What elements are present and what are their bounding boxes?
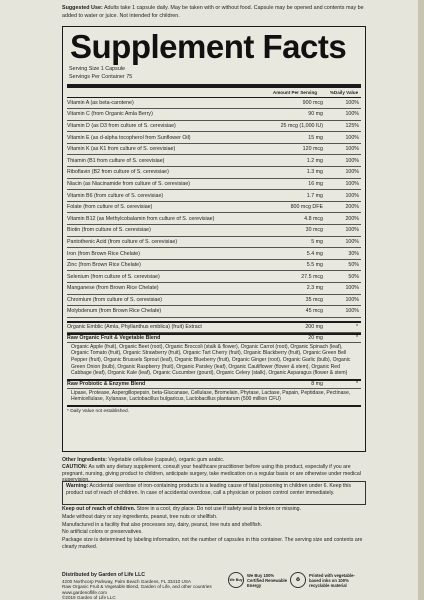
nutrient-dv: 100% [345, 285, 359, 292]
nutrient-amount: 30 mcg [305, 227, 323, 234]
nutrient-amount: 5.5 mg [306, 262, 323, 269]
nutrient-row [67, 306, 361, 318]
nutrient-dv: 100% [345, 169, 359, 176]
nutrient-row [67, 109, 361, 121]
nutrient-row [67, 225, 361, 237]
nutrient-amount: 15 mg [308, 134, 323, 141]
distributor-copyright: ©2019 Garden of Life LLC [62, 595, 116, 600]
emblic-dv: * [355, 324, 358, 331]
nutrient-name: Zinc (from Brown Rice Chelate) [67, 262, 141, 269]
column-header [67, 88, 361, 97]
nutrient-amount: 35 mcg [305, 296, 323, 303]
nutrient-amount: 800 mcg DFE [290, 204, 323, 211]
nutrient-name: Pantothenic Acid (from culture of S. cerevisiae) [67, 238, 178, 245]
fruit-veg-blend-row [67, 333, 361, 342]
nutrient-amount: 1.3 mg [306, 169, 323, 176]
nutrient-row [67, 202, 361, 214]
nutrient-dv: 100% [345, 180, 359, 187]
nutrient-amount: 5.4 mg [306, 250, 323, 257]
nutrient-amount: 4.8 mcg [304, 215, 323, 222]
nutrient-dv: 50% [348, 262, 359, 269]
nutrient-amount: 900 mcg [302, 99, 323, 106]
nutrient-dv: 100% [345, 227, 359, 234]
nutrient-amount: 5 mg [311, 238, 323, 245]
nutrient-row [67, 155, 361, 167]
dv-header: %Daily Value [329, 90, 359, 95]
nutrient-name: Folate (from culture of S. cerevisiae) [67, 204, 153, 211]
distributor-info [62, 572, 212, 600]
amount-header: Amount Per Serving [272, 90, 318, 95]
blend2-name: Raw Probiotic & Enzyme Blend [67, 381, 146, 388]
distributor-label: Distributed by Garden of Life LLC [62, 572, 146, 578]
blend2-dv: * [355, 381, 358, 388]
nutrient-amount: 16 mg [308, 180, 323, 187]
facility-note: Manufactured in a facility that also processes soy, dairy, peanut, tree nuts and shellfish. [62, 521, 262, 528]
blend1-amount: 20 mg [308, 335, 323, 342]
nutrient-name: Vitamin K (as K1 from culture of S. cerevisiae) [67, 146, 176, 153]
nutrient-name: Manganese (from Brown Rice Chelate) [67, 285, 159, 292]
nutrient-row [67, 98, 361, 110]
iron-warning-box [62, 481, 366, 505]
panel-title: Supplement Facts [70, 28, 347, 65]
background-edge [0, 0, 60, 600]
no-artificial: No artificial colors or preservatives. [62, 528, 143, 535]
supplement-facts-panel [62, 26, 366, 452]
nutrient-name: Vitamin A (as beta-carotene) [67, 99, 134, 106]
nutrient-row [67, 144, 361, 156]
nutrient-name: Niacin (as Niacinamide from culture of S. cerevisiae) [67, 180, 191, 187]
emblic-amount: 200 mg [305, 324, 323, 331]
nutrient-dv: 100% [345, 134, 359, 141]
renewable-energy-text: We Buy 100% Certified Renewable Energy [247, 572, 288, 588]
distributor-trademarks: Raw Organic Fruit & Vegetable Blend, Garden of Life, and other countries [62, 584, 212, 590]
distributor-address: 4200 Northcorp Parkway, Palm Beach Gardens, FL 33410 USA [62, 578, 191, 584]
nutrient-row [67, 213, 361, 225]
distributor-web: www.gardenoflife.com [62, 589, 107, 595]
nutrient-name: Selenium (from culture of S. cerevisiae) [67, 273, 160, 280]
nutrient-name: Thiamin (B1 from culture of S. cerevisiae) [67, 157, 165, 164]
probiotic-enzyme-blend-row [67, 379, 361, 388]
nutrient-amount: 1.7 mg [306, 192, 323, 199]
suggested-use-label: Suggested Use: [62, 5, 103, 11]
nutrient-name: Riboflavin (B2 from culture of S. cerevisiae) [67, 169, 169, 176]
nutrient-name: Biotin (from culture of S. cerevisiae) [67, 227, 151, 234]
suggested-use [62, 4, 366, 20]
nutrient-dv: 100% [345, 238, 359, 245]
nutrient-name: Molybdenum (from Brown Rice Chelate) [67, 308, 162, 315]
blend2-amount: 8 mg [311, 381, 323, 388]
nutrient-row [67, 121, 361, 133]
blend1-name: Raw Organic Fruit & Vegetable Blend [67, 335, 161, 342]
keep-out-text: Store in a cool, dry place. Do not use if safety seal is broken or missing. [135, 506, 302, 512]
emblic-row [67, 323, 361, 333]
renewable-energy-icon: We Buy [228, 572, 244, 588]
nutrient-list [67, 98, 361, 318]
recyclable-badge [290, 572, 361, 588]
package-note: Package size is determined by labeling information, not the number of capsules in this container. The serving size and contents are clearly marked. [62, 536, 363, 550]
nutrient-row [67, 260, 361, 272]
nutrient-name: Vitamin E (as d-alpha tocopherol from Sunflower Oil) [67, 134, 191, 141]
nutrient-dv: 100% [345, 192, 359, 199]
nutrient-row [67, 167, 361, 179]
blend2-ingredients: Lipase, Protease, Aspergillopepsin, beta-Glucanase, Cellulase, Bromelain, Phytase, Lactase, Papain, Peptidase, Pectinase, Hemicellulase, Xylanase, Lactobacillus bulgaricus, Lactobacillus plantarum (500 million CFU) [67, 388, 361, 405]
nutrient-name: Iron (from Brown Rice Chelate) [67, 250, 141, 257]
nutrient-row [67, 237, 361, 249]
nutrient-amount: 90 mg [308, 111, 323, 118]
nutrient-dv: 50% [348, 273, 359, 280]
other-ingredients-text: Vegetable cellulose (capsule), organic gum arabic. [106, 457, 225, 463]
nutrient-row [67, 283, 361, 295]
blend1-dv: * [355, 335, 358, 342]
nutrient-dv: 125% [345, 122, 359, 129]
nutrient-dv: 200% [345, 215, 359, 222]
nutrient-amount: 120 mcg [302, 146, 323, 153]
nutrient-amount: 1.2 mg [306, 157, 323, 164]
nutrient-amount: 25 mcg (1,000 IU) [280, 122, 323, 129]
keep-out-label: Keep out of reach of children. [62, 506, 136, 512]
nutrient-row [67, 190, 361, 202]
nutrient-dv: 200% [345, 204, 359, 211]
nutrient-dv: 100% [345, 99, 359, 106]
storage-allergen-info [62, 506, 366, 552]
suggested-use-text: Adults take 1 capsule daily. May be taken with or without food. Capsule may be opened and contents may be added to water or juice. Not intended for children. [62, 5, 364, 19]
caution-label: CAUTION: [62, 463, 88, 470]
nutrient-dv: 100% [345, 157, 359, 164]
nutrient-dv: 100% [345, 308, 359, 315]
nutrient-dv: 100% [345, 111, 359, 118]
recycle-icon: ♻ [290, 572, 306, 588]
nutrient-row [67, 295, 361, 307]
nutrient-name: Vitamin D (as D3 from culture of S. cerevisiae) [67, 122, 176, 129]
renewable-energy-badge [228, 572, 291, 588]
made-without: Made without dairy or soy ingredients, peanut, tree nuts or shellfish. [62, 513, 218, 520]
footnote: * Daily Value not established. [67, 405, 361, 414]
nutrient-amount: 27.5 mcg [301, 273, 323, 280]
nutrient-row [67, 271, 361, 283]
right-edge-shadow [418, 0, 424, 600]
caution-text: As with any dietary supplement, consult your healthcare practitioner before using this product, especially if you are pregnant, nursing, giving product to children, anticipate surgery, take medication on a regular basis or are otherwise under medical supervision. [62, 463, 361, 484]
blend1-ingredients: Organic Apple (fruit), Organic Beet (root), Organic Broccoli (stalk & flower), Organic Carrot (root), Organic Spinach (leaf), Organic Tomato (fruit), Organic Strawberry (fruit), Organic Tart Cherry (fruit), Organic Blackberry (fruit), Organic Green Bell Pepper (fruit), Organic Brussels Sprout (leaf), Organic Blueberry (fruit), Organic Ginger (root), Organic Garlic (bulb), Organic Green Onion (bulb), Organic Raspberry (fruit), Organic Parsley (leaf), Organic Cauliflower (flower & stem), Organic Red Cabbage (leaf), Organic Kale (leaf), Organic Cucumber (gourd), Organic Celery (stalk), Organic Asparagus (flower & stem) [67, 342, 361, 379]
nutrient-name: Vitamin C (from Organic Amla Berry) [67, 111, 153, 118]
nutrient-amount: 45 mcg [305, 308, 323, 315]
servings-per-container: Servings Per Container 75 [69, 74, 133, 80]
nutrient-dv: 100% [345, 296, 359, 303]
nutrient-name: Vitamin B12 (as Methylcobalamin from culture of S. cerevisiae) [67, 215, 215, 222]
nutrient-dv: 30% [348, 250, 359, 257]
recyclable-text: Printed with vegetable-based inks on 100% recyclable material [309, 572, 355, 588]
emblic-name: Organic Emblic (Amla, Phyllanthus emblica) (fruit) Extract [67, 324, 202, 331]
nutrient-name: Vitamin B6 (from culture of S. cerevisiae) [67, 192, 164, 199]
serving-size: Serving Size 1 Capsule [69, 66, 126, 72]
nutrient-row [67, 248, 361, 260]
other-ingredients-label: Other Ingredients: [62, 457, 107, 463]
warning-text: Accidental overdose of iron-containing products is a leading cause of fatal poisoning in children under 6. Keep this product out of reach of children. In case of accidental overdose, call a physician or poison control center immediately. [66, 483, 352, 496]
nutrient-dv: 100% [345, 146, 359, 153]
nutrient-row [67, 179, 361, 191]
nutrient-row [67, 132, 361, 144]
warning-label: Warning: [66, 483, 89, 489]
nutrient-amount: 2.3 mg [306, 285, 323, 292]
nutrient-name: Chromium (from culture of S. cerevisiae) [67, 296, 163, 303]
